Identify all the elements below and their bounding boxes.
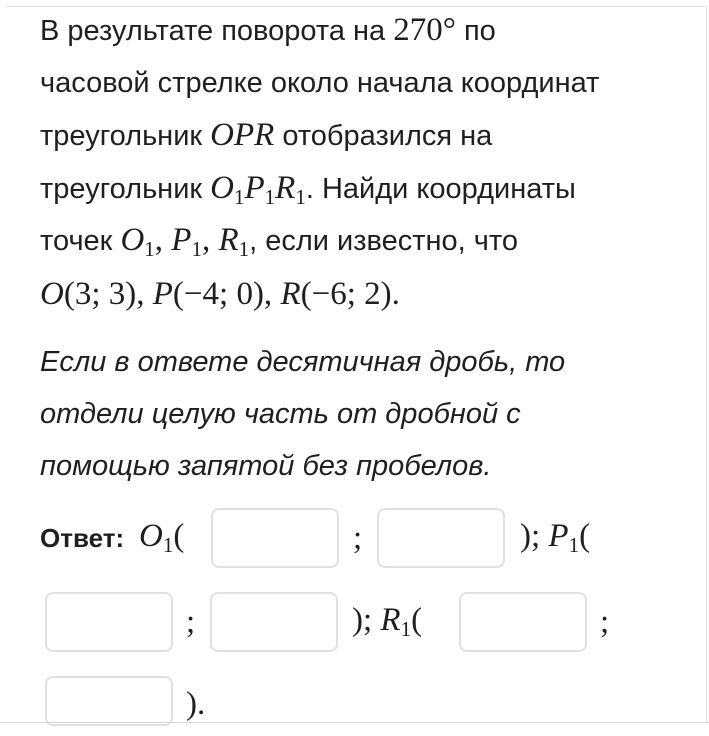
angle-value: 270° xyxy=(393,12,456,48)
answer-label-text: Ответ: xyxy=(40,523,125,553)
vertex-letter: P xyxy=(152,276,173,312)
answer-p1-label xyxy=(520,516,590,556)
open-paren: ( xyxy=(411,602,423,638)
separator xyxy=(600,602,609,642)
o1-y-input[interactable] xyxy=(377,508,505,568)
o1-x-input[interactable] xyxy=(211,508,339,568)
vertex-letter: R xyxy=(380,602,401,638)
vertex-letter: R xyxy=(218,222,239,258)
answer-end xyxy=(186,684,205,724)
note-line-3 xyxy=(40,446,491,486)
problem-line-2 xyxy=(40,63,599,103)
close-paren: ); xyxy=(520,518,541,554)
separator xyxy=(186,602,195,642)
vertex-letter: R xyxy=(280,276,301,312)
close-paren: ); xyxy=(352,602,373,638)
r1-y-input[interactable] xyxy=(45,676,173,726)
semicolon: ; xyxy=(353,520,363,556)
problem-text: , если известно, что xyxy=(249,225,518,257)
vertex-letter: O xyxy=(210,170,234,206)
separator xyxy=(353,518,362,558)
open-paren: ( xyxy=(173,518,185,554)
vertex-letter: P xyxy=(171,222,192,258)
problem-text: отобразился на xyxy=(274,120,493,152)
coordinates: (3; 3), xyxy=(63,276,153,312)
problem-line-3 xyxy=(40,115,492,156)
subscript: 1 xyxy=(568,533,580,557)
note-text: Если в ответе десятичная дробь, то xyxy=(40,346,566,378)
problem-text: треугольник xyxy=(40,120,211,152)
bottom-divider xyxy=(0,722,709,723)
problem-text: В результате поворота на xyxy=(40,15,394,47)
problem-line-1 xyxy=(40,10,496,51)
r1-x-input[interactable] xyxy=(459,592,587,652)
vertex-letter: O xyxy=(139,518,163,554)
points-list xyxy=(120,222,250,261)
subscript: 1 xyxy=(144,237,155,261)
note-text: помощью запятой без пробелов. xyxy=(40,450,492,482)
comma: , xyxy=(154,222,172,258)
semicolon: ; xyxy=(600,604,610,640)
note-line-2 xyxy=(40,394,521,434)
image-triangle-name xyxy=(210,170,306,209)
answer-o1-label xyxy=(139,516,184,556)
answer-label xyxy=(40,518,124,558)
subscript: 1 xyxy=(400,617,412,641)
problem-line-4 xyxy=(40,168,576,209)
vertex-letter: O xyxy=(40,276,64,312)
vertex-letter: R xyxy=(275,170,296,206)
problem-text: точек xyxy=(40,225,121,257)
comma: , xyxy=(201,222,219,258)
problem-line-5 xyxy=(40,220,518,261)
problem-text: треугольник xyxy=(40,173,211,205)
problem-line-6 xyxy=(40,274,400,315)
coordinates: (−4; 0), xyxy=(172,276,281,312)
vertex-letter: P xyxy=(548,518,569,554)
subscript: 1 xyxy=(295,185,306,209)
p1-y-input[interactable] xyxy=(210,592,338,652)
close-paren: ). xyxy=(186,686,206,722)
open-paren: ( xyxy=(579,518,591,554)
coordinates: (−6; 2). xyxy=(300,276,400,312)
note-line-1 xyxy=(40,342,565,382)
subscript: 1 xyxy=(162,533,174,557)
triangle-name: OPR xyxy=(210,117,275,153)
subscript: 1 xyxy=(238,237,250,261)
semicolon: ; xyxy=(186,604,196,640)
note-text: отдели целую часть от дробной с xyxy=(40,398,521,430)
given-coordinates xyxy=(40,276,400,312)
vertex-letter: O xyxy=(120,222,145,258)
vertex-letter: P xyxy=(244,170,265,206)
problem-text: часовой стрелке около начала координат xyxy=(40,67,600,99)
subscript: 1 xyxy=(233,185,245,209)
subscript: 1 xyxy=(191,237,202,261)
subscript: 1 xyxy=(264,185,276,209)
problem-text: по xyxy=(455,15,496,47)
problem-text: . Найди координаты xyxy=(305,173,576,205)
p1-x-input[interactable] xyxy=(45,592,173,652)
answer-r1-label xyxy=(352,600,422,640)
